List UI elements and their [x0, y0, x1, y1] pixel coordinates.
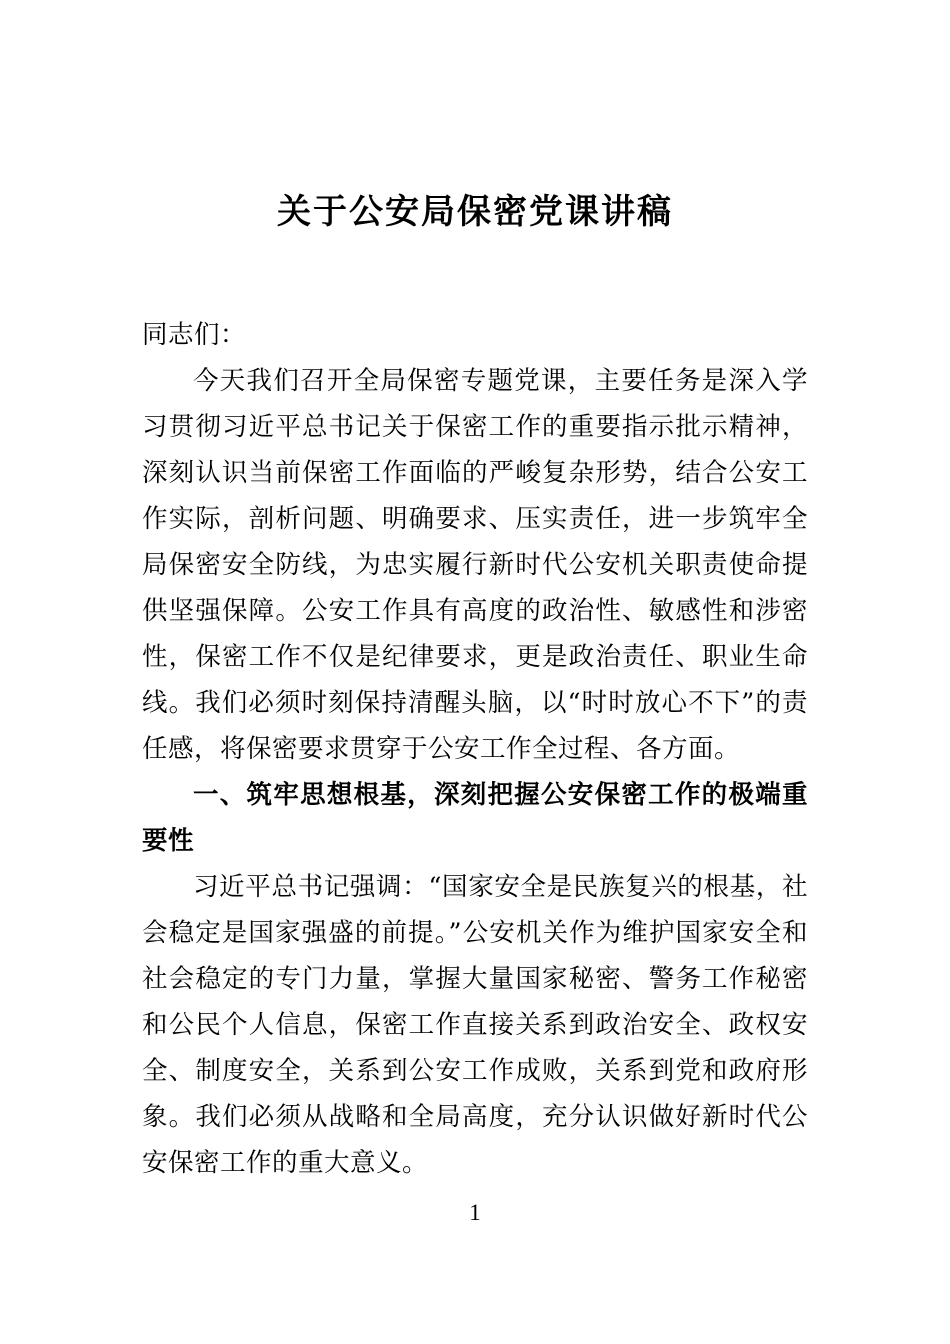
page-number: 1 — [469, 1200, 481, 1225]
page-title: 关于公安局保密党课讲稿 — [277, 192, 673, 232]
paragraph-section-1-body: 习近平总书记强调：“国家安全是民族复兴的根基，社会稳定是国家强盛的前提。”公安机关作为维护国家安全和社会稳定的专门力量，掌握大量国家秘密、警务工作秘密和公民个人信息，保密工作直接关系到政治安全、政权安全、制度安全，关系到公安工作成败，关系到党和政府形象。我们必须从战略和全局高度，充分认识做好新时代公安保密工作的重大意义。 — [142, 872, 808, 1179]
paragraph-intro: 今天我们召开全局保密专题党课，主要任务是深入学习贯彻习近平总书记关于保密工作的重要指示批示精神，深刻认识当前保密工作面临的严峻复杂形势，结合公安工作实际，剖析问题、明确要求、压实责任，进一步筑牢全局保密安全防线，为忠实履行新时代公安机关职责使命提供坚强保障。公安工作具有高度的政治性、敏感性和涉密性，保密工作不仅是纪律要求，更是政治责任、职业生命线。我们必须时刻保持清醒头脑，以“时时放心不下”的责任感，将保密要求贯穿于公安工作全过程、各方面。 — [142, 366, 808, 765]
salutation-line: 同志们： — [142, 320, 247, 351]
section-heading-1: 一、筑牢思想根基，深刻把握公安保密工作的极端重要性 — [142, 780, 808, 857]
document-body — [142, 312, 808, 1186]
